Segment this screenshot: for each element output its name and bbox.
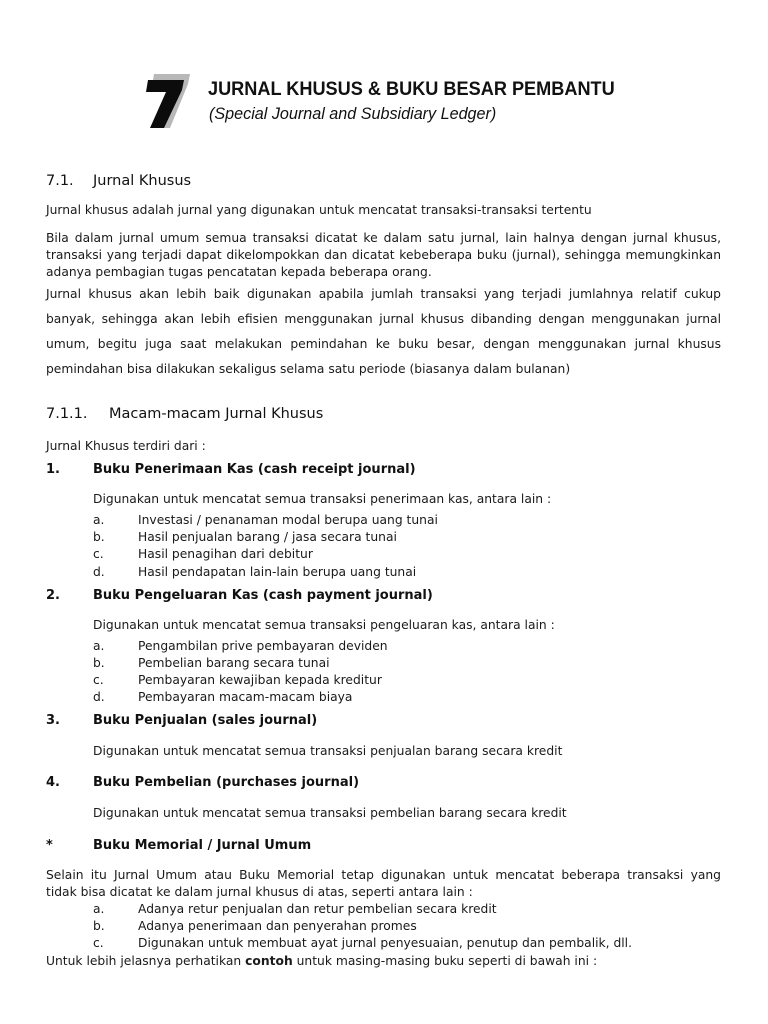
item-marker: 4.: [46, 775, 60, 790]
item-description: Digunakan untuk mencatat semua transaksi penerimaan kas, antara lain :: [93, 492, 552, 506]
intro-text: Jurnal Khusus terdiri dari :: [46, 439, 206, 453]
item-marker: 3.: [46, 713, 60, 728]
subsection-title: Macam-macam Jurnal Khusus: [109, 406, 324, 422]
section-title: Jurnal Khusus: [93, 173, 192, 189]
list-item: Pembayaran macam-macam biaya: [138, 690, 353, 704]
item-heading: Buku Penerimaan Kas (cash receipt journal): [93, 462, 416, 477]
paragraph-line: tidak bisa dicatat ke dalam jurnal khusus di atas, seperti antara lain :: [46, 885, 473, 899]
list-letter: d.: [93, 565, 105, 579]
subsection-number: 7.1.1.: [46, 406, 88, 422]
item-description: Digunakan untuk mencatat semua transaksi penjualan barang secara kredit: [93, 744, 563, 758]
list-item: Digunakan untuk membuat ayat jurnal penyesuaian, penutup dan pembalik, dll.: [138, 936, 633, 950]
list-item: Adanya penerimaan dan penyerahan promes: [138, 919, 417, 933]
list-item: Investasi / penanaman modal berupa uang tunai: [138, 513, 438, 527]
list-item: Adanya retur penjualan dan retur pembelian secara kredit: [138, 902, 497, 916]
closing-text: Untuk lebih jelasnya perhatikan: [46, 954, 246, 968]
list-letter: a.: [93, 902, 105, 916]
item-marker: 1.: [46, 462, 60, 477]
chapter-subtitle: (Special Journal and Subsidiary Ledger): [209, 104, 497, 123]
list-letter: a.: [93, 513, 105, 527]
item-marker: *: [46, 838, 53, 853]
list-item: Pengambilan prive pembayaran deviden: [138, 639, 388, 653]
paragraph-line: adanya pembagian tugas pencatatan kepada beberapa orang.: [46, 265, 432, 279]
list-item: Hasil penagihan dari debitur: [138, 547, 313, 561]
list-letter: b.: [93, 919, 105, 933]
closing-sentence: [46, 953, 597, 969]
paragraph-line: Bila dalam jurnal umum semua transaksi dicatat ke dalam satu jurnal, lain halnya dengan jurnal khusus,: [46, 231, 721, 245]
list-item: Hasil penjualan barang / jasa secara tunai: [138, 530, 397, 544]
paragraph-line: banyak, sehingga akan lebih efisien menggunakan jurnal khusus dibanding dengan menggunakan jurnal: [46, 312, 721, 326]
paragraph-line: Selain itu Jurnal Umum atau Buku Memorial tetap digunakan untuk mencatat beberapa transaksi yang: [46, 868, 721, 882]
chapter-title: JURNAL KHUSUS & BUKU BESAR PEMBANTU: [208, 78, 615, 100]
paragraph-line: transaksi yang terjadi dapat dikelompokkan dan dicatat kebeberapa buku (jurnal), sehingga memungkinkan: [46, 248, 721, 262]
list-letter: c.: [93, 673, 104, 687]
paragraph-line: pemindahan bisa dilakukan sekaligus selama satu periode (biasanya dalam bulanan): [46, 362, 571, 376]
closing-emphasis: contoh: [245, 954, 293, 968]
item-marker: 2.: [46, 588, 60, 603]
chapter-number: [142, 66, 190, 130]
item-heading: Buku Penjualan (sales journal): [93, 713, 318, 728]
list-letter: a.: [93, 639, 105, 653]
closing-text: untuk masing-masing buku seperti di bawah ini :: [292, 954, 598, 968]
list-item: Hasil pendapatan lain-lain berupa uang tunai: [138, 565, 417, 579]
item-description: Digunakan untuk mencatat semua transaksi pembelian barang secara kredit: [93, 806, 567, 820]
list-letter: c.: [93, 936, 104, 950]
list-item: Pembelian barang secara tunai: [138, 656, 330, 670]
list-letter: d.: [93, 690, 105, 704]
item-description: Digunakan untuk mencatat semua transaksi pengeluaran kas, antara lain :: [93, 618, 555, 632]
item-heading: Buku Memorial / Jurnal Umum: [93, 838, 312, 853]
list-letter: b.: [93, 530, 105, 544]
item-heading: Buku Pengeluaran Kas (cash payment journal): [93, 588, 433, 603]
paragraph-line: umum, begitu juga saat melakukan pemindahan ke buku besar, dengan menggunakan jurnal khusus: [46, 337, 721, 351]
list-item: Pembayaran kewajiban kepada kreditur: [138, 673, 382, 687]
list-letter: b.: [93, 656, 105, 670]
definition-text: Jurnal khusus adalah jurnal yang digunakan untuk mencatat transaksi-transaksi tertentu: [46, 203, 592, 217]
item-heading: Buku Pembelian (purchases journal): [93, 775, 360, 790]
section-number: 7.1.: [46, 173, 74, 189]
paragraph-line: Jurnal khusus akan lebih baik digunakan apabila jumlah transaksi yang terjadi jumlahnya relatif cukup: [46, 287, 721, 301]
list-letter: c.: [93, 547, 104, 561]
